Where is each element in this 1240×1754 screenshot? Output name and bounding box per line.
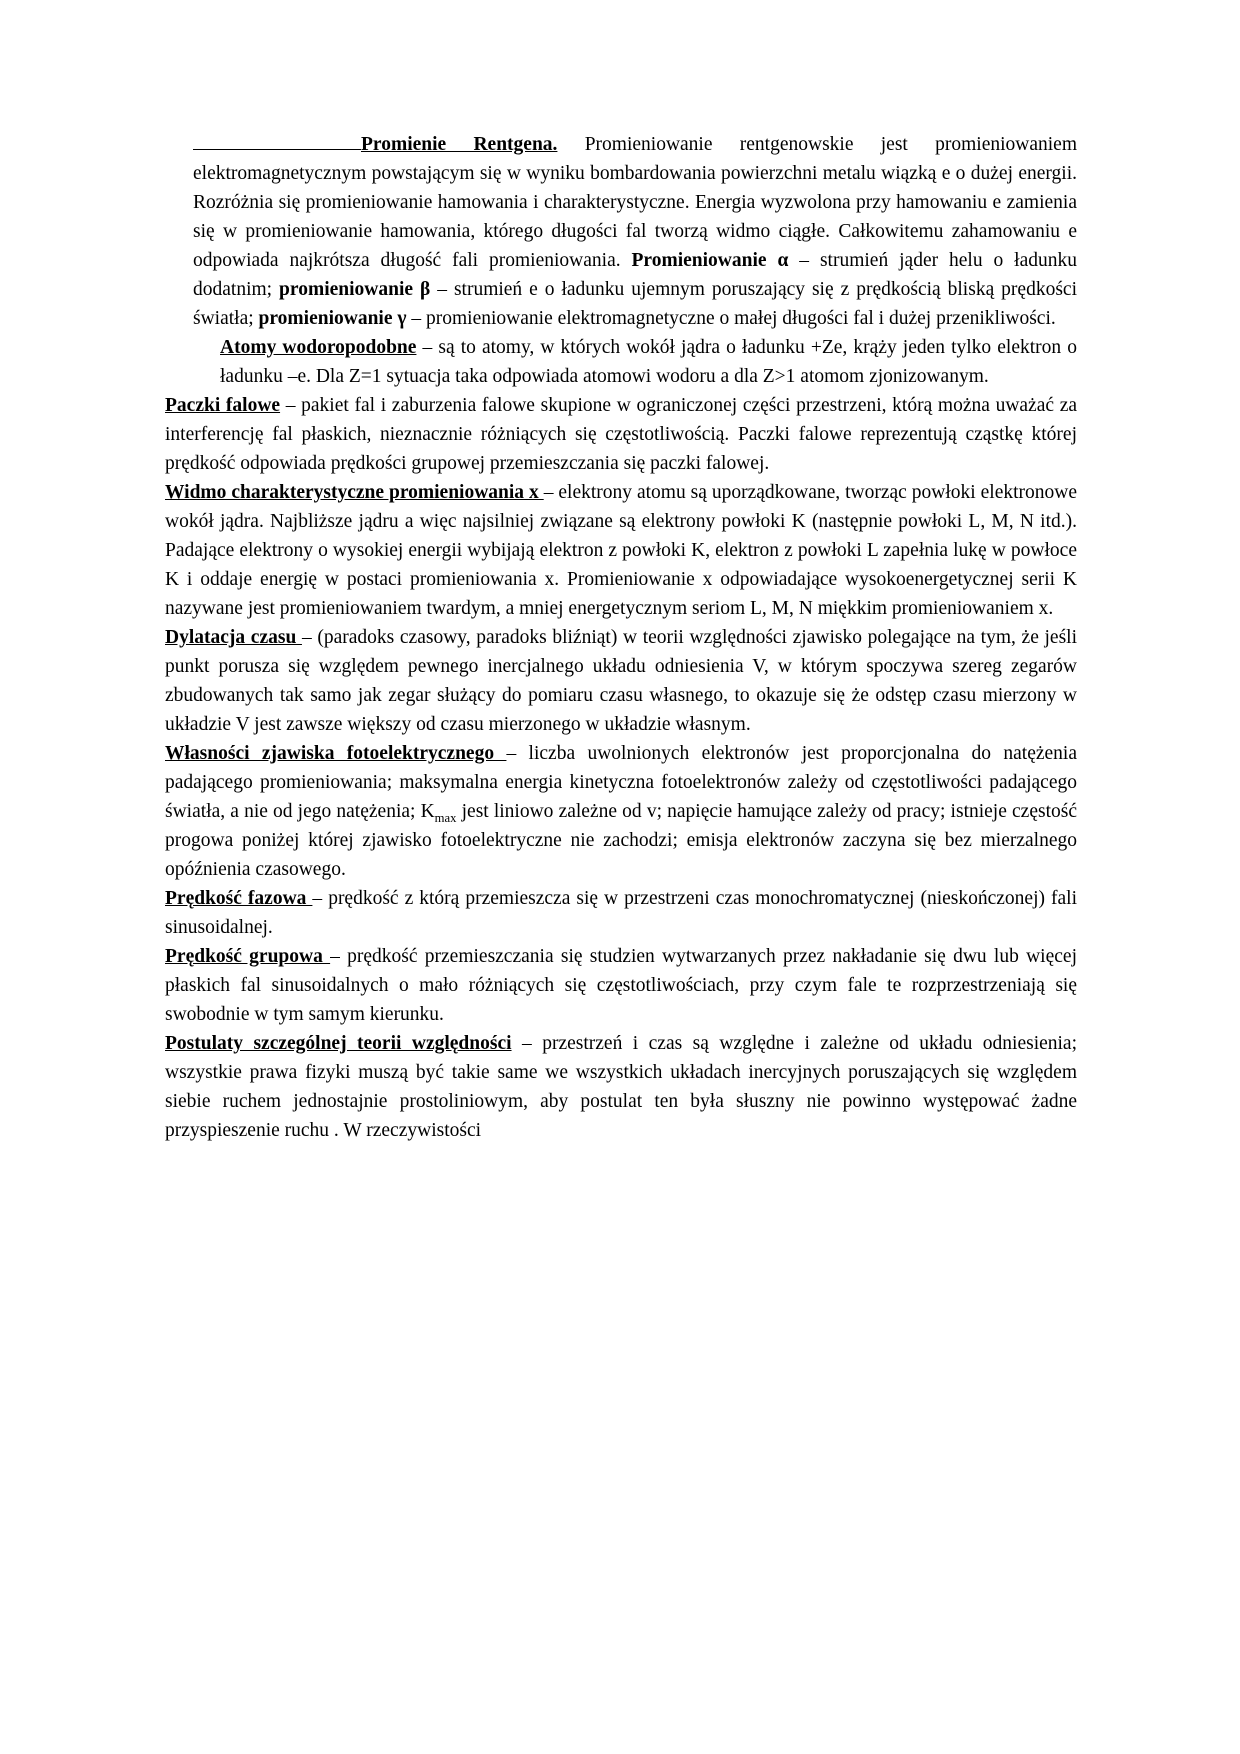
term-heading: Atomy wodoropodobne [220, 337, 417, 358]
term-heading: Promienie Rentgena. [361, 134, 558, 155]
text-run: – pakiet fal i zaburzenia falowe skupione w ograniczonej części przestrzeni, którą można uważać za interferencję fal płaskich, nieznacznie różniących się częstotliwością. Paczki falowe reprezentują cząstkę której prędkość odpowiada prędkości grupowej przemieszczania się paczki falowej. [165, 395, 1077, 474]
tab-underline [193, 130, 361, 150]
text-run: – przestrzeń i czas są względne i zależne od układu odniesienia; wszystkie prawa fizyki muszą być takie same we wszystkich układach inercyjnych poruszających się względem siebie ruchem jednostajnie prostoliniowym, aby postulat ten była słuszny nie powinno występować żadne przyspieszenie ruchu . W rzeczywistości [165, 1033, 1078, 1141]
text-run: – liczba uwolnionych elektronów jest proporcjonalna do natężenia padającego promieniowania; maksymalna energia kinetyczna fotoelektronów zależy od częstotliwości padającego światła, a nie od jego natężenia; K [165, 743, 1077, 822]
term-heading: Paczki falowe [165, 395, 281, 416]
text-run: Promieniowanie rentgenowskie jest promieniowaniem elektromagnetycznym powstającym się w wyniku bombardowania powierzchni metalu wiązką e o dużej energii. Rozróżnia się promieniowanie hamowania i charakterystyczne. Energia wyzwolona przy hamowaniu e zamienia się w promieniowanie hamowania, którego długości fal tworzą widmo ciągłe. Całkowitemu zahamowaniu e odpowiada najkrótsza długość fali promieniowania. [193, 134, 1077, 271]
text-run: – są to atomy, w których wokół jądra o ładunku +Ze, krąży jeden tylko elektron o ładunku –e. Dla Z=1 sytuacja taka odpowiada atomowi wodoru a dla Z>1 atomom zjonizowanym. [220, 337, 1077, 387]
document-body [165, 130, 1077, 1145]
text-run: Promieniowanie α [631, 250, 789, 271]
paragraph [165, 739, 1077, 884]
term-heading: Własności zjawiska fotoelektrycznego [165, 743, 507, 764]
text-run: – prędkość przemieszczania się studzien wytwarzanych przez nakładanie się dwu lub więcej płaskich fal sinusoidalnych o mało różniących się częstotliwościach, przy czym fale te rozprzestrzeniają się swobodnie w tym samym kierunku. [165, 946, 1077, 1025]
term-heading: Prędkość fazowa [165, 888, 313, 909]
subscript-run: max [434, 810, 457, 825]
text-run: – strumień jąder helu o ładunku dodatnim; [193, 250, 1077, 300]
term-heading: Postulaty szczególnej teorii względności [165, 1033, 512, 1054]
paragraph [165, 391, 1077, 478]
text-run: – (paradoks czasowy, paradoks bliźniąt) w teorii względności zjawisko polegające na tym, że jeśli punkt porusza się względem pewnego inercjalnego układu odniesienia V, w którym spoczywa szereg zegarów zbudowanych tak samo jak zegar służący do pomiaru czasu własnego, to okazuje się że odstęp czasu mierzony w układzie V jest zawsze większy od czasu mierzonego w układzie własnym. [165, 627, 1077, 735]
paragraph [220, 333, 1077, 391]
text-run: – elektrony atomu są uporządkowane, tworząc powłoki elektronowe wokół jądra. Najbliższe jądru a więc najsilniej związane są elektrony powłoki K (następnie powłoki L, M, N itd.). Padające elektrony o wysokiej energii wybijają elektron z powłoki K, elektron z powłoki L zapełnia lukę w powłoce K i oddaje energię w postaci promieniowania x. Promieniowanie x odpowiadające wysokoenergetycznej serii K nazywane jest promieniowaniem twardym, a mniej energetycznym seriom L, M, N miękkim promieniowaniem x. [165, 482, 1078, 619]
text-run: – strumień e o ładunku ujemnym poruszający się z prędkością bliską prędkości światła; [193, 279, 1077, 329]
term-heading: Dylatacja czasu [165, 627, 302, 648]
paragraph [165, 942, 1077, 1029]
term-heading: Widmo charakterystyczne promieniowania x [165, 482, 544, 503]
paragraph [165, 884, 1077, 942]
text-run: promieniowanie γ [258, 308, 407, 329]
text-run: – prędkość z którą przemieszcza się w przestrzeni czas monochromatycznej (nieskończonej) fali sinusoidalnej. [165, 888, 1077, 938]
paragraph [165, 623, 1077, 739]
text-run: promieniowanie β [279, 279, 431, 300]
text-run: jest liniowo zależne od v; napięcie hamujące zależy od pracy; istnieje częstość progowa poniżej której zjawisko fotoelektryczne nie zachodzi; emisja elektronów zaczyna się bez mierzalnego opóźnienia czasowego. [165, 801, 1077, 880]
paragraph [165, 478, 1077, 623]
term-heading: Prędkość grupowa [165, 946, 331, 967]
text-run: – promieniowanie elektromagnetyczne o małej długości fal i dużej przenikliwości. [406, 308, 1056, 329]
paragraph [165, 1029, 1077, 1145]
paragraph [193, 130, 1077, 333]
